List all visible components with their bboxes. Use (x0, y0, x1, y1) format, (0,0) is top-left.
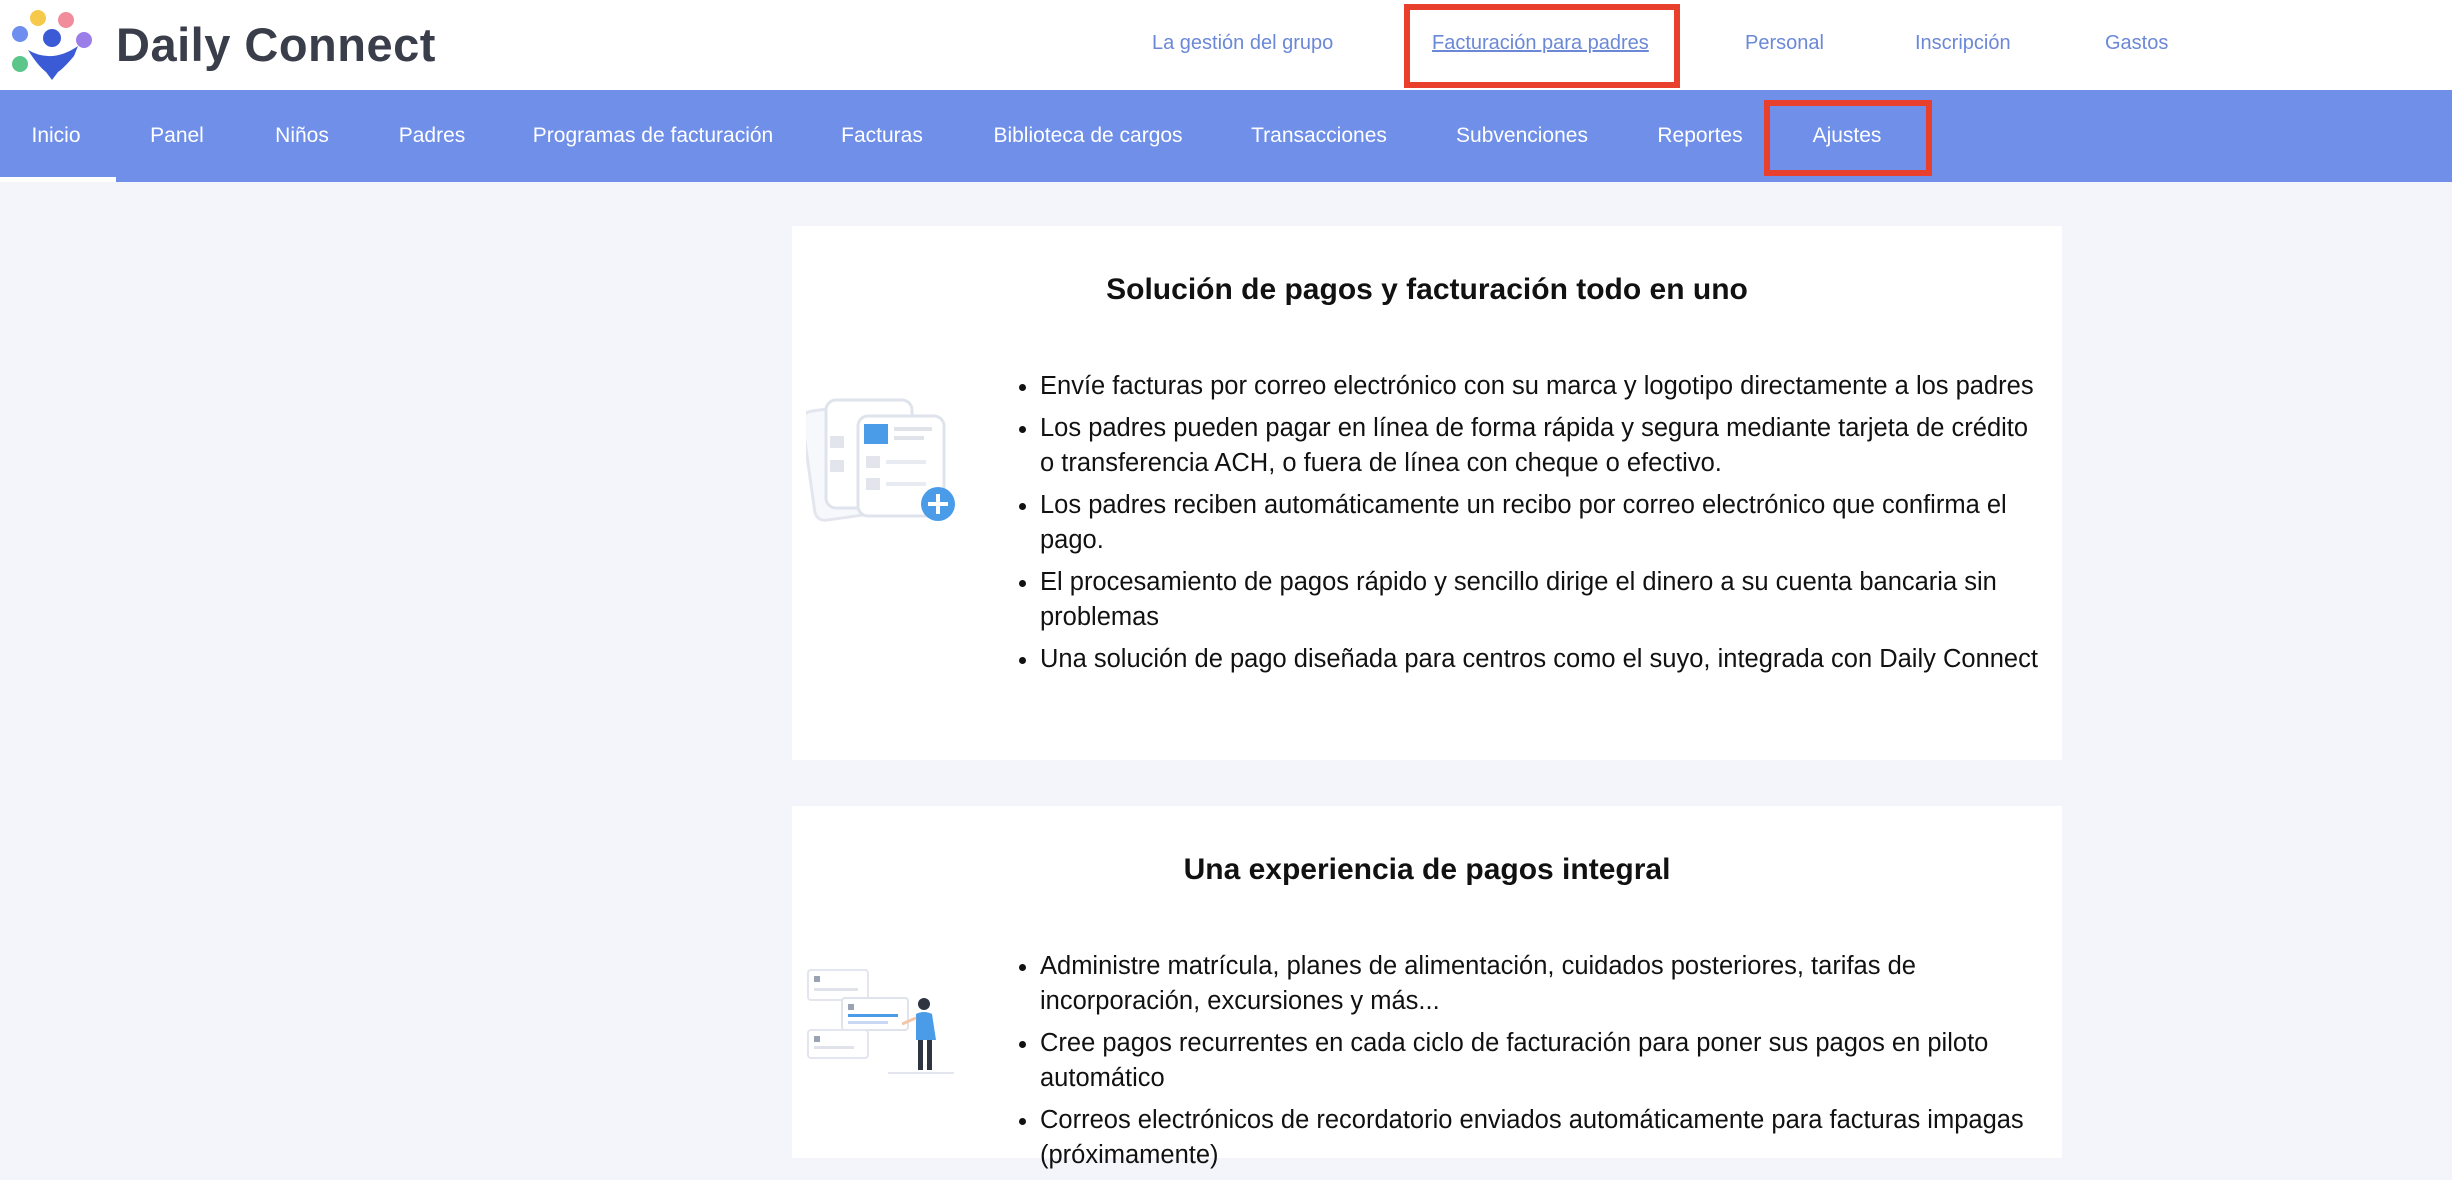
list-item: • Los padres reciben automáticamente un recibo por correo electrónico que confirma el pago. (1040, 488, 2042, 558)
sub-nav-reportes[interactable]: Reportes (1657, 124, 1743, 147)
sub-nav-panel[interactable]: Panel (150, 124, 204, 147)
sub-nav-biblioteca-cargos[interactable]: Biblioteca de cargos (993, 124, 1183, 147)
top-nav-expenses[interactable]: Gastos (2105, 31, 2169, 54)
person-with-messages-illustration-icon (806, 968, 956, 1080)
list-item: • Una solución de pago diseñada para centros como el suyo, integrada con Daily Connect (1040, 642, 2042, 677)
list-item: • Los padres pueden pagar en línea de forma rápida y segura mediante tarjeta de crédito o transferencia ACH, o fuera de línea con cheque o efectivo. (1040, 411, 2042, 481)
sub-nav-transacciones[interactable]: Transacciones (1251, 124, 1387, 147)
invoice-add-illustration-icon (806, 390, 958, 524)
billing-sub-nav (0, 90, 2452, 182)
sub-nav-subvenciones[interactable]: Subvenciones (1456, 124, 1588, 147)
sub-nav-programas-facturacion[interactable]: Programas de facturación (532, 124, 774, 147)
logo[interactable] (8, 4, 436, 84)
card-payment-experience (792, 806, 2062, 1169)
top-nav-parent-billing[interactable]: Facturación para padres (1432, 31, 1649, 54)
list-item: • Cree pagos recurrentes en cada ciclo de facturación para poner sus pagos en piloto automático (1040, 1026, 2042, 1096)
card-title: Una experiencia de pagos integral (1183, 853, 1671, 886)
list-item: • Correos electrónicos de recordatorio enviados automáticamente para facturas impagas (próximamente) (1040, 1103, 2042, 1173)
list-item: • Administre matrícula, planes de alimentación, cuidados posteriores, tarifas de incorporación, excursiones y más... (1040, 949, 2042, 1019)
sub-nav-ajustes[interactable]: Ajustes (1812, 124, 1882, 147)
sub-nav-ninos[interactable]: Niños (275, 124, 329, 147)
sub-nav-padres[interactable]: Padres (398, 124, 466, 147)
brand-name: Daily Connect (116, 17, 436, 71)
card-bullets (1016, 949, 2042, 1180)
top-nav-enrollment[interactable]: Inscripción (1915, 31, 2011, 54)
list-item: • Envíe facturas por correo electrónico con su marca y logotipo directamente a los padres (1040, 369, 2042, 404)
top-nav-group-management[interactable]: La gestión del grupo (1152, 31, 1334, 54)
top-nav-staff[interactable]: Personal (1745, 31, 1824, 54)
daily-connect-logo-icon (8, 6, 98, 82)
sub-nav-active-indicator (0, 177, 116, 182)
sub-nav-facturas[interactable]: Facturas (841, 124, 923, 147)
card-title: Solución de pagos y facturación todo en uno (1106, 273, 1748, 306)
top-header (0, 0, 2452, 90)
list-item: • El procesamiento de pagos rápido y sencillo dirige el dinero a su cuenta bancaria sin problemas (1040, 565, 2042, 635)
card-all-in-one-billing (792, 226, 2062, 760)
card-bullets (1016, 369, 2042, 684)
sub-nav-inicio[interactable]: Inicio (31, 124, 81, 147)
